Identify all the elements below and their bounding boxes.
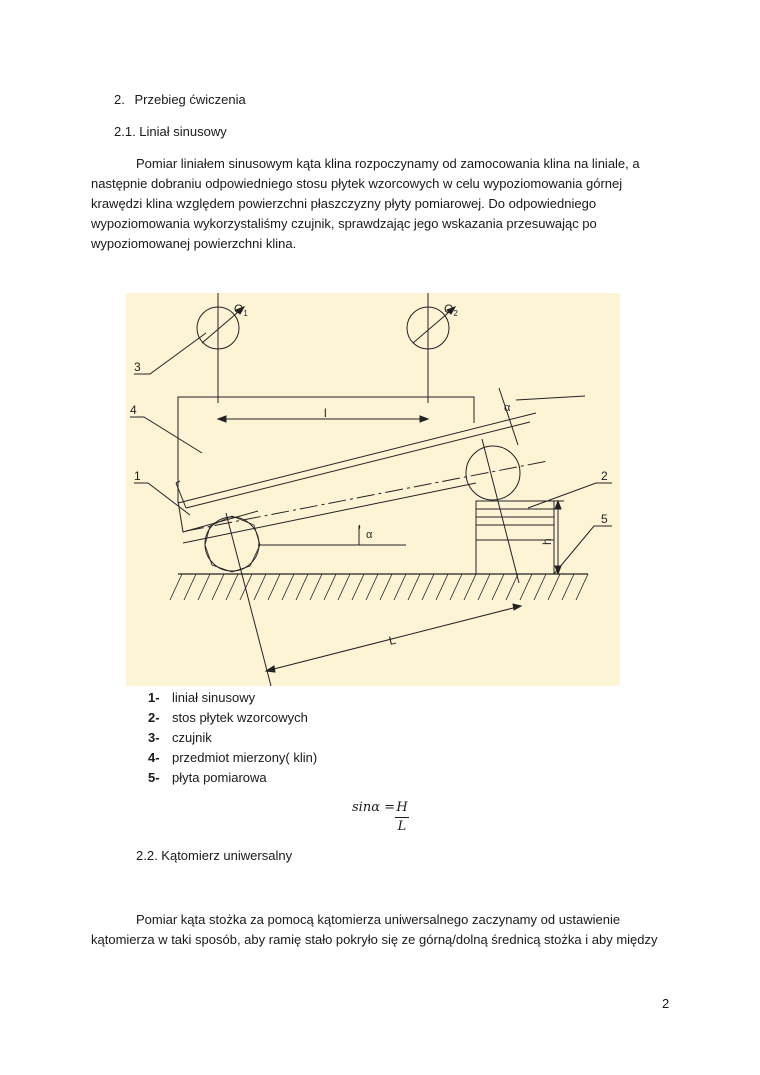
legend-number: 2- [148, 710, 160, 725]
dimension-l [218, 416, 428, 422]
paragraph-line: Pomiar kąta stożka za pomocą kątomierza uniwersalnego zaczynamy od ustawienie [136, 912, 621, 927]
paragraph-line: następnie dobraniu odpowiedniego stosu płytek wzorcowych w celu wypoziomowania górnej [91, 176, 623, 191]
construction-lines [226, 388, 585, 686]
legend-item [148, 768, 267, 788]
section-heading-number: 2. [114, 92, 125, 107]
label-alpha-top: α [504, 402, 511, 414]
legend-text: liniał sinusowy [172, 690, 256, 705]
legend-number: 3- [148, 730, 160, 745]
rollers [205, 446, 520, 572]
paragraph-line: wypoziomowanej powierzchni klina. [91, 236, 297, 251]
formula-numerator: H [396, 800, 408, 815]
formula-lhs: sinα = [352, 800, 396, 815]
legend-text: płyta pomiarowa [172, 770, 267, 785]
label-5: 5 [601, 512, 608, 526]
sine-bar [178, 461, 548, 545]
legend-item [148, 728, 212, 748]
paragraph-sine-bar [91, 154, 671, 254]
label-h: h [540, 538, 554, 545]
label-2: 2 [601, 469, 608, 483]
legend-number: 5- [148, 770, 160, 785]
paragraph-line: krawędzi klina względem powierzchni płaszczyzny płyty pomiarowej. Do odpowiedniego [91, 196, 597, 211]
label-texts [130, 302, 608, 648]
label-o2: $O_2$ [444, 302, 458, 318]
section-heading [114, 90, 246, 110]
legend-number: 4- [148, 750, 160, 765]
hatching [170, 574, 588, 600]
gauge-block-stack [476, 501, 554, 574]
label-1: 1 [134, 469, 141, 483]
formula-fraction [394, 799, 410, 836]
legend-text: czujnik [172, 730, 212, 745]
page-number: 2 [662, 996, 670, 1011]
paragraph-line: wypoziomowania wykorzystaliśmy czujnik, sprawdzając jego wskazania przesuwając po [91, 216, 597, 231]
label-3: 3 [134, 360, 141, 374]
section-heading-text: Przebieg ćwiczenia [134, 92, 246, 107]
label-L: L [387, 632, 398, 648]
fraction-bar [395, 817, 409, 818]
wedge [176, 397, 536, 508]
label-alpha-bottom: α [366, 529, 373, 541]
subsection-heading-sine-bar: 2.1. Liniał sinusowy [114, 124, 227, 139]
paragraph-line: kątomierza w taki sposób, aby ramię stało pokryło się ze górną/dolną średnicą stożka i aby między [91, 932, 658, 947]
legend-text: przedmiot mierzony( klin) [172, 750, 318, 765]
label-o1: $O_1$ [234, 302, 248, 318]
sine-bar-diagram [126, 293, 620, 686]
legend-item [148, 708, 308, 728]
legend-number: 1- [148, 690, 160, 705]
legend-text: stos płytek wzorcowych [172, 710, 308, 725]
paragraph-protractor [91, 910, 671, 950]
legend-item [148, 688, 255, 708]
label-4: 4 [130, 403, 137, 417]
label-l: l [324, 406, 327, 420]
subsection-heading-protractor: 2.2. Kątomierz uniwersalny [136, 848, 293, 863]
paragraph-line: Pomiar liniałem sinusowym kąta klina rozpoczynamy od zamocowania klina na liniale, a [136, 156, 640, 171]
formula-denominator: L [397, 819, 407, 834]
legend-item [148, 748, 317, 768]
